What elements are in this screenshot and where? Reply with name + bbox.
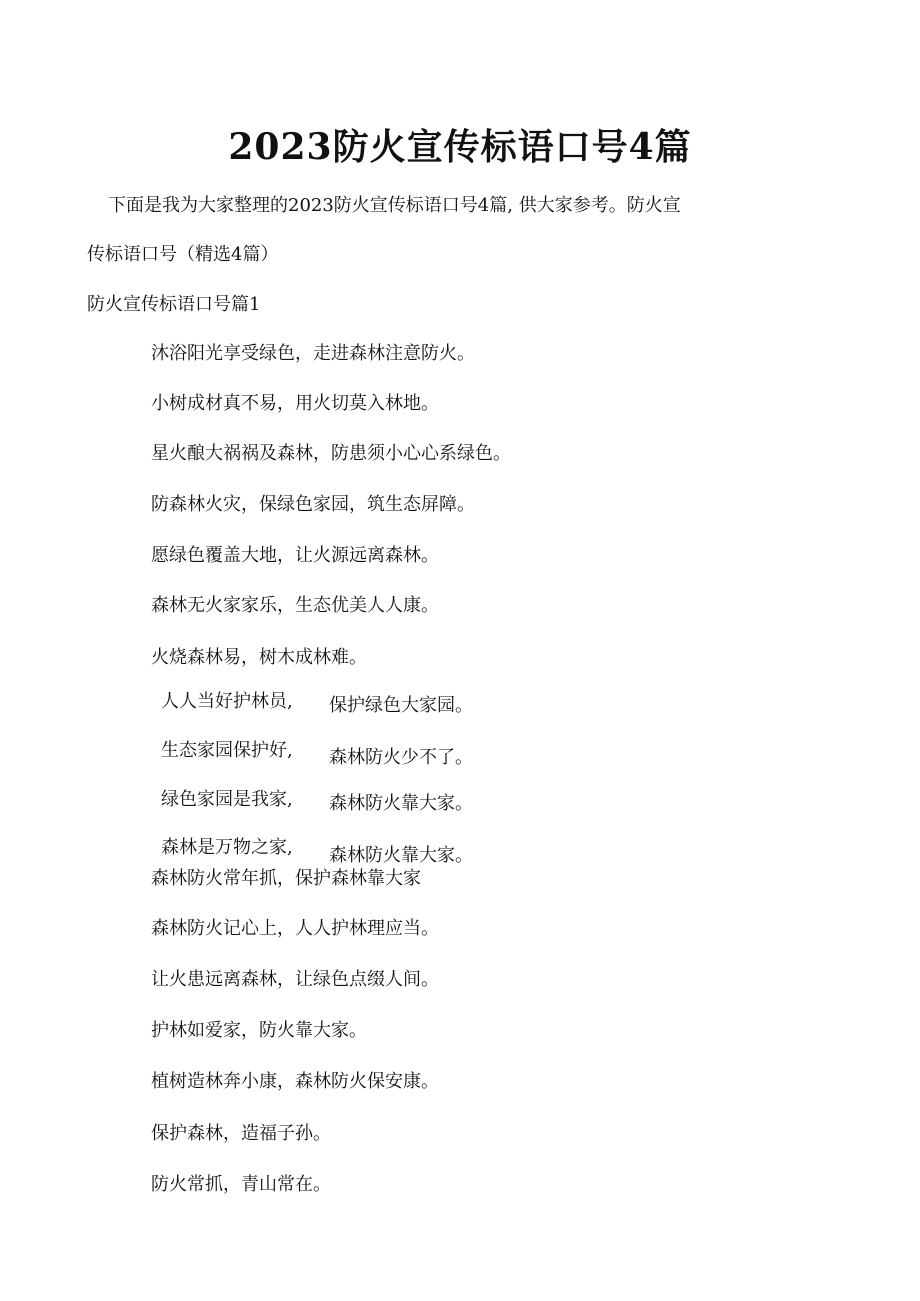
slogan-pair-left: 生态家园保护好, xyxy=(161,740,293,761)
slogan-line: 护林如爱家，防火靠大家。 xyxy=(151,1020,367,1041)
slogan-pair-left: 绿色家园是我家, xyxy=(161,789,293,810)
slogan-line: 森林无火家家乐，生态优美人人康。 xyxy=(151,595,439,616)
slogan-line: 沐浴阳光享受绿色，走进森林注意防火。 xyxy=(151,343,475,364)
section-heading: 防火宣传标语口号篇1 xyxy=(87,294,261,315)
slogan-pair-right: 森林防火靠大家。 xyxy=(329,845,473,866)
slogan-pair-right: 森林防火靠大家。 xyxy=(329,793,473,814)
slogan-pair-left: 人人当好护林员, xyxy=(161,691,293,712)
slogan-line: 火烧森林易，树木成林难。 xyxy=(151,647,367,668)
document-title: 2023防火宣传标语口号4篇 xyxy=(228,126,692,168)
slogan-line: 星火酿大祸祸及森林，防患须小心心系绿色。 xyxy=(151,443,511,464)
slogan-line: 让火患远离森林，让绿色点缀人间。 xyxy=(151,969,439,990)
slogan-line: 防森林火灾，保绿色家园，筑生态屏障。 xyxy=(151,494,475,515)
slogan-pair-right: 保护绿色大家园。 xyxy=(329,695,473,716)
slogan-line: 植树造林奔小康，森林防火保安康。 xyxy=(151,1071,439,1092)
intro-line-1: 下面是我为大家整理的2023防火宣传标语口号4篇, 供大家参考。防火宣 xyxy=(108,195,681,216)
slogan-pair-left: 森林是万物之家, xyxy=(161,837,293,858)
slogan-line: 防火常抓，青山常在。 xyxy=(151,1174,331,1195)
slogan-line: 森林防火常年抓，保护森林靠大家 xyxy=(151,868,421,889)
slogan-line: 森林防火记心上，人人护林理应当。 xyxy=(151,918,439,939)
intro-line-2: 传标语口号（精选4篇） xyxy=(87,244,279,265)
slogan-line: 小树成材真不易，用火切莫入林地。 xyxy=(151,393,439,414)
slogan-line: 保护森林，造福子孙。 xyxy=(151,1123,331,1144)
slogan-pair-right: 森林防火少不了。 xyxy=(329,747,473,768)
slogan-line: 愿绿色覆盖大地，让火源远离森林。 xyxy=(151,545,439,566)
